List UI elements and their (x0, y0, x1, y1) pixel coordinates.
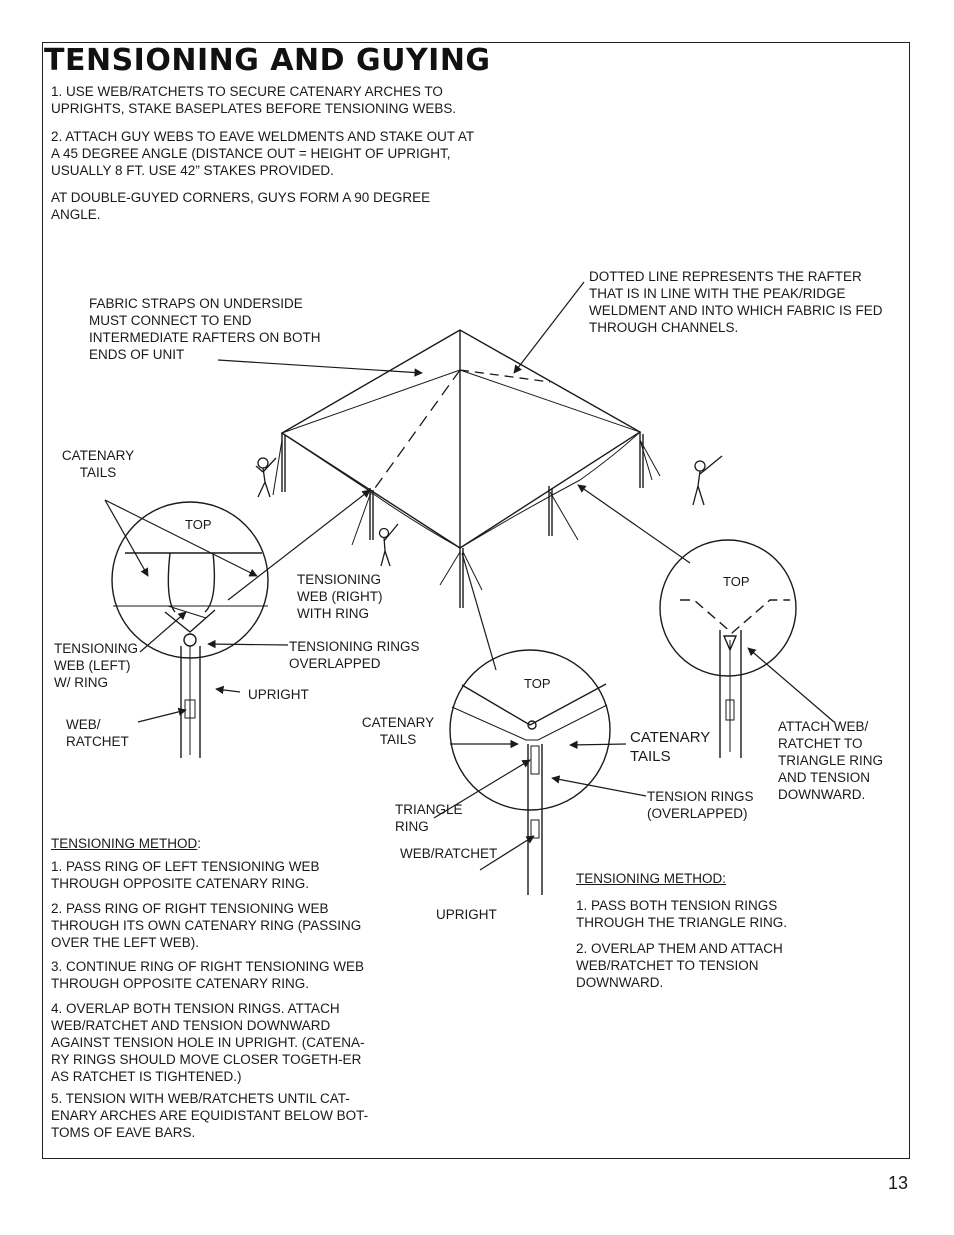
label-web-ratchet-center: WEB/RATCHET (400, 846, 498, 861)
label-attach-web: ATTACH WEB/ RATCHET TO TRIANGLE RING AND TENSION DOWNWARD. (778, 719, 884, 802)
label-fabric-straps: FABRIC STRAPS ON UNDERSIDE MUST CONNECT TO END INTERMEDIATE RAFTERS ON BOTH ENDS OF UNIT (89, 296, 321, 362)
label-catenary-tails-right: CATENARY TAILS (630, 729, 711, 765)
label-catenary-tails-left: CATENARY TAILS (61, 448, 135, 480)
method-right-heading: TENSIONING METHOD: (576, 871, 727, 886)
label-tensioning-web-right: TENSIONING WEB (RIGHT) WITH RING (297, 572, 383, 621)
person-figure-left (256, 458, 276, 497)
method-left-step-2: 2. PASS RING OF RIGHT TENSIONING WEB THROUGH ITS OWN CATENARY RING (PASSING OVER THE LEFT WEB). (51, 901, 362, 950)
method-left-step-5: 5. TENSION WITH WEB/RATCHETS UNTIL CAT-ENARY ARCHES ARE EQUIDISTANT BELOW BOT-TOMS OF EAVE BARS. (51, 1091, 369, 1140)
method-left-heading-colon: : (197, 836, 202, 851)
method-right-step-2: 2. OVERLAP THEM AND ATTACH WEB/RATCHET TO TENSION DOWNWARD. (576, 941, 783, 990)
label-top-right: TOP (723, 574, 750, 589)
label-tensioning-rings-overlapped: TENSIONING RINGS OVERLAPPED (289, 639, 420, 671)
page-title: TENSIONING AND GUYING (44, 43, 491, 78)
intro-step-2: 2. ATTACH GUY WEBS TO EAVE WELDMENTS AND STAKE OUT AT A 45 DEGREE ANGLE (DISTANCE OUT = HEIGHT OF UPRIGHT, USUALLY 8 FT. USE 42” STAKES PROVIDED. (51, 129, 474, 178)
method-left-heading (51, 835, 411, 852)
label-upright-center: UPRIGHT (436, 907, 497, 922)
method-left-step-1: 1. PASS RING OF LEFT TENSIONING WEB THROUGH OPPOSITE CATENARY RING. (51, 859, 320, 891)
method-right-step-1: 1. PASS BOTH TENSION RINGS THROUGH THE TRIANGLE RING. (576, 898, 788, 930)
label-top-left: TOP (185, 517, 212, 532)
person-figure-center (380, 524, 399, 566)
label-web-ratchet-left: WEB/ RATCHET (66, 717, 129, 749)
label-dotted-line: DOTTED LINE REPRESENTS THE RAFTER THAT IS IN LINE WITH THE PEAK/RIDGE WELDMENT AND INTO WHICH FABRIC IS FED THROUGH CHANNELS. (589, 269, 883, 335)
label-triangle-ring: TRIANGLE RING (395, 802, 463, 834)
label-tension-rings-overlapped: TENSION RINGS (OVERLAPPED) (647, 789, 754, 821)
page-number: 13 (887, 1173, 908, 1193)
label-top-center: TOP (524, 676, 551, 691)
method-left-heading-text: TENSIONING METHOD (51, 836, 198, 851)
intro-note: AT DOUBLE-GUYED CORNERS, GUYS FORM A 90 DEGREE ANGLE. (51, 190, 431, 222)
label-tensioning-web-left: TENSIONING WEB (LEFT) W/ RING (54, 641, 139, 690)
intro-step-1: 1. USE WEB/RATCHETS TO SECURE CATENARY ARCHES TO UPRIGHTS, STAKE BASEPLATES BEFORE TENSIONING WEBS. (51, 84, 457, 116)
label-upright-left: UPRIGHT (248, 687, 309, 702)
method-left-step-4: 4. OVERLAP BOTH TENSION RINGS. ATTACH WEB/RATCHET AND TENSION DOWNWARD AGAINST TENSION HOLE IN UPRIGHT. (CATENA-RY RINGS SHOULD MOVE CLOSER TOGETH-ER AS RATCHET IS TIGHTENED.) (51, 1001, 365, 1084)
method-left-step-3: 3. CONTINUE RING OF RIGHT TENSIONING WEB THROUGH OPPOSITE CATENARY RING. (51, 959, 365, 991)
person-figure-right (693, 456, 722, 505)
label-catenary-tails-center: CATENARY TAILS (361, 715, 435, 747)
